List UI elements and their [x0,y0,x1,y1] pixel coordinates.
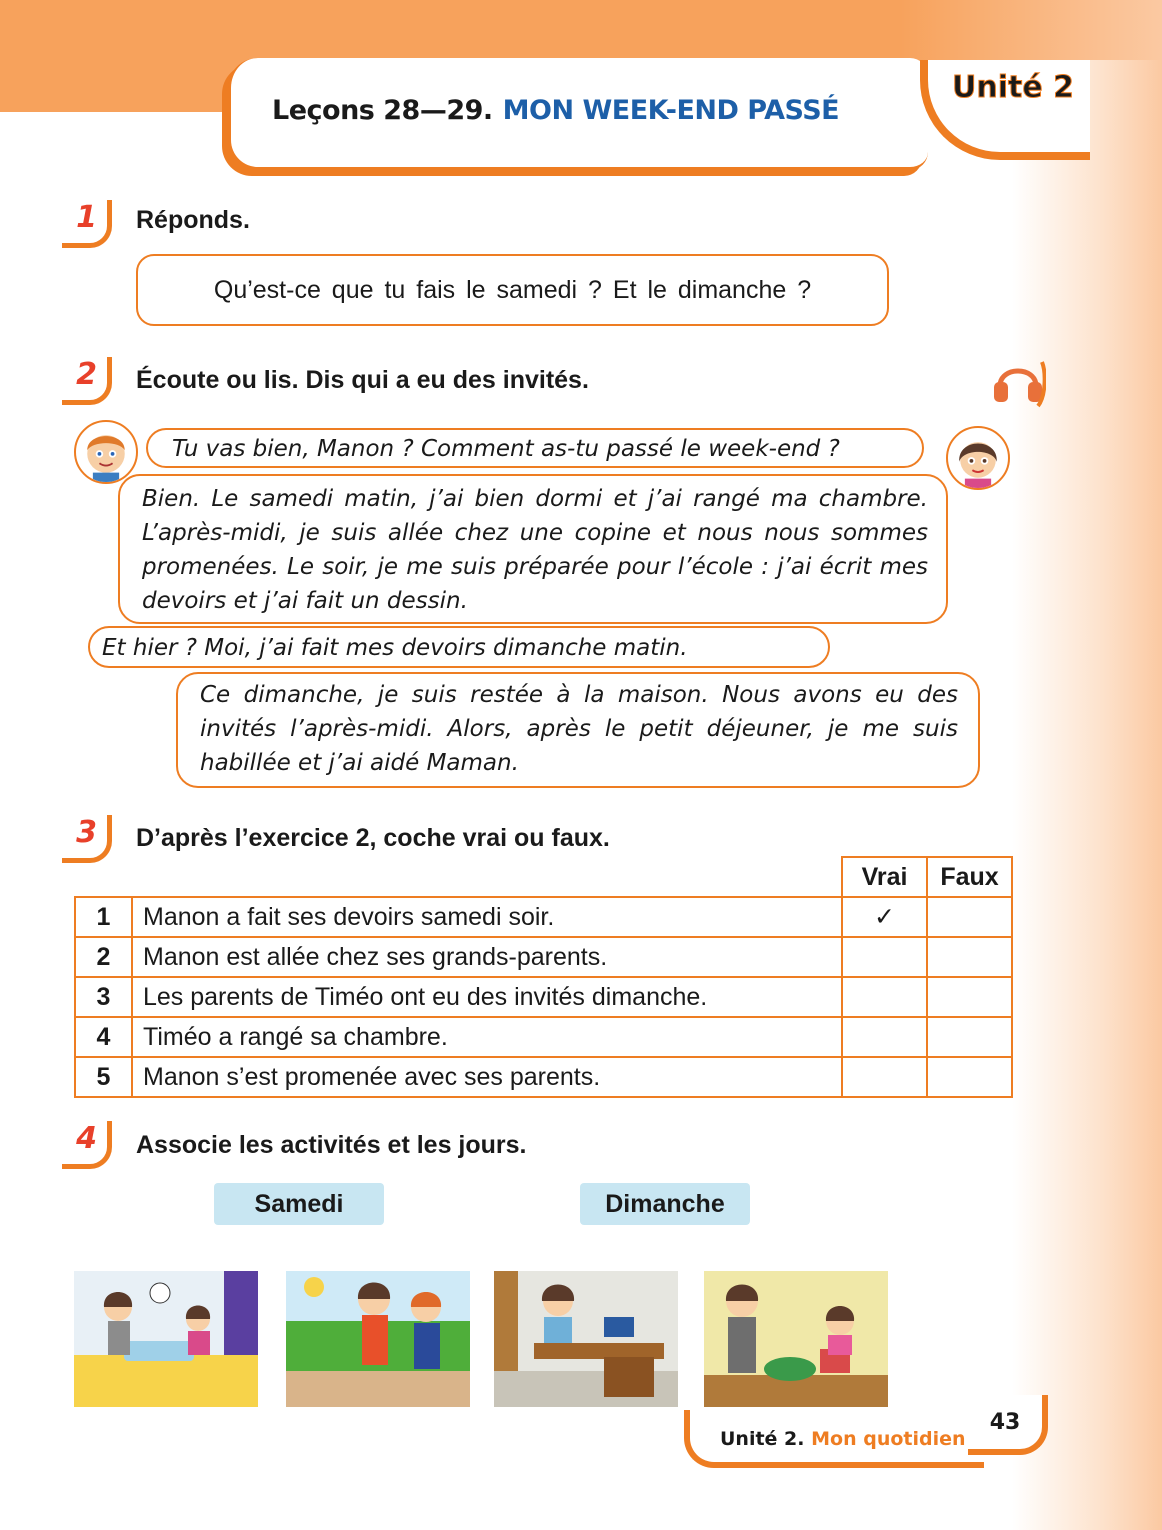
exercise-3-title: D’après l’exercice 2, coche vrai ou faux. [136,824,610,852]
timeo-avatar [74,420,138,484]
manon-avatar [946,426,1010,490]
vrai-cell[interactable] [842,937,927,977]
vrai-header: Vrai [842,857,927,897]
table-row: 1 Manon a fait ses devoirs samedi soir. ✓ [75,897,1012,937]
exercise-4-title: Associe les activités et les jours. [136,1131,527,1159]
vrai-cell[interactable] [842,1017,927,1057]
activity-picture-1[interactable] [74,1271,258,1407]
faux-cell[interactable] [927,1057,1012,1097]
vrai-cell[interactable] [842,1057,927,1097]
exercise-3-number: 3 [62,815,112,863]
activity-picture-4[interactable] [704,1271,888,1407]
day-label-samedi: Samedi [214,1183,384,1225]
table-row: 5 Manon s’est promenée avec ses parents. [75,1057,1012,1097]
exercise-2-title: Écoute ou lis. Dis qui a eu des invités. [136,366,589,394]
unit-badge-label: Unité 2 [952,70,1075,105]
exercise-1-number: 1 [62,200,112,248]
dialogue-bubble-4: Ce dimanche, je suis restée à la maison. Nous avons eu des invités l’après-midi. Alors, après le petit déjeuner, je me suis habillée et j’ai aidé Maman. [176,672,980,788]
day-label-dimanche: Dimanche [580,1183,750,1225]
faux-cell[interactable] [927,977,1012,1017]
faux-cell[interactable] [927,937,1012,977]
table-row: 4 Timéo a rangé sa chambre. [75,1017,1012,1057]
page-number: 43 [968,1395,1048,1455]
exercise-4-number: 4 [62,1121,112,1169]
dialogue-bubble-2: Bien. Le samedi matin, j’ai bien dormi et j’ai rangé ma chambre. L’après-midi, je suis allée chez une copine et nous nous sommes promenées. Le soir, je me suis préparée pour l’école : j’ai écrit mes devoirs et j’ai fait un dessin. [118,474,948,624]
vrai-cell[interactable]: ✓ [842,897,927,937]
activity-picture-2[interactable] [286,1271,470,1407]
headphones-icon[interactable] [990,352,1046,410]
lesson-topic: MON WEEK-END PASSÉ [502,95,840,126]
exercise-1-question: Qu’est-ce que tu fais le samedi ? Et le dimanche ? [136,254,889,326]
dialogue-bubble-3: Et hier ? Moi, j’ai fait mes devoirs dimanche matin. [88,626,830,668]
exercise-1-title: Réponds. [136,206,250,234]
footer-unit-name: Mon quotidien [811,1428,966,1450]
header-band-right [900,0,1162,60]
vrai-cell[interactable] [842,977,927,1017]
page-title [272,95,839,126]
lesson-number: Leçons 28—29. [272,95,493,126]
exercise-2-number: 2 [62,357,112,405]
true-false-table [74,856,1013,1098]
table-row: 3 Les parents de Timéo ont eu des invités dimanche. [75,977,1012,1017]
table-row: 2 Manon est allée chez ses grands-parents. [75,937,1012,977]
footer-unit: Unité 2. Mon quotidien [720,1428,966,1450]
faux-cell[interactable] [927,1017,1012,1057]
faux-header: Faux [927,857,1012,897]
dialogue-bubble-1: Tu vas bien, Manon ? Comment as-tu passé le week-end ? [146,428,924,468]
activity-picture-3[interactable] [494,1271,678,1407]
page-edge-gradient [1012,0,1162,1530]
faux-cell[interactable] [927,897,1012,937]
